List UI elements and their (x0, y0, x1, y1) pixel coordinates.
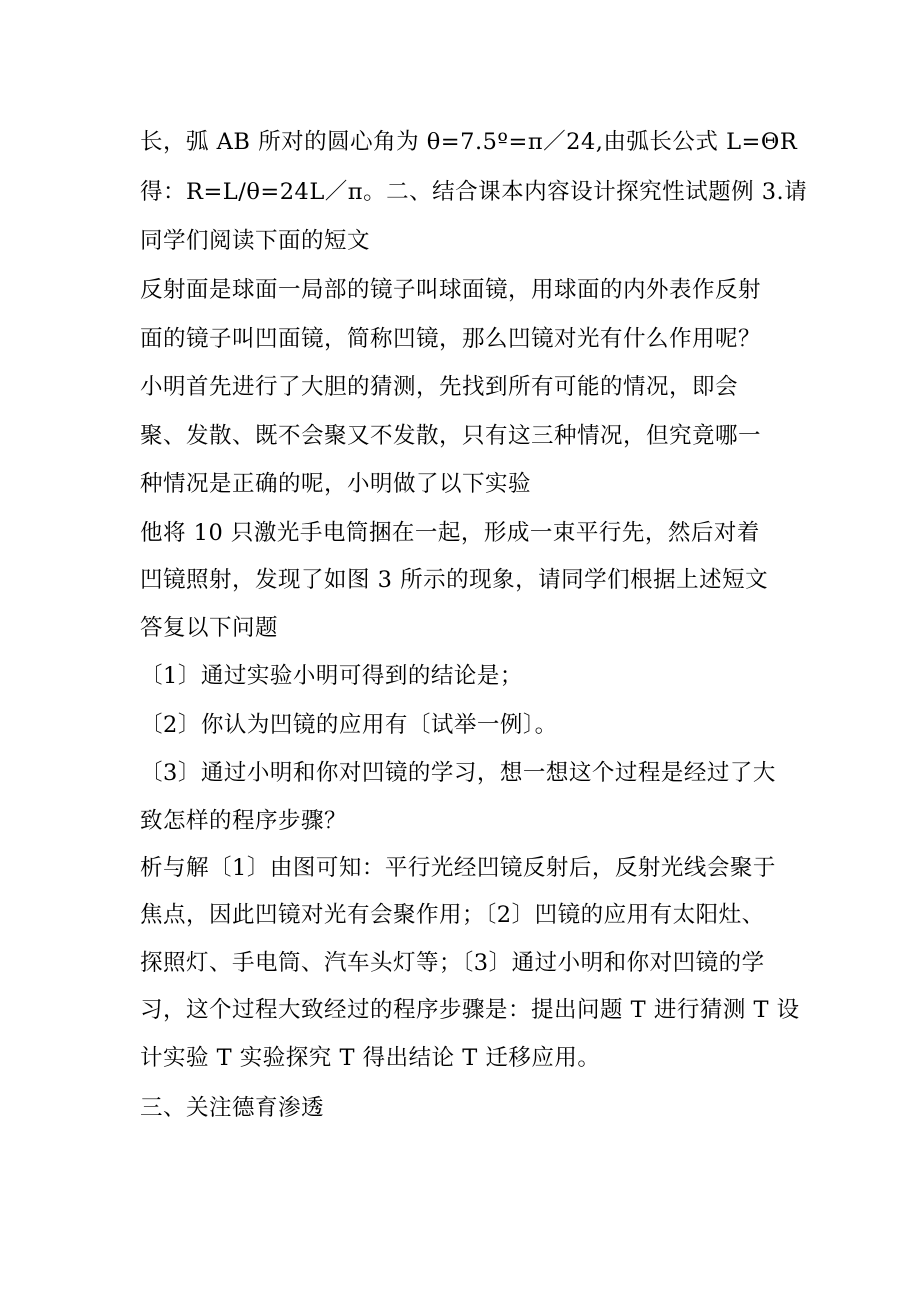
text-line: 得：R=L/θ=24L／π。二、结合课本内容设计探究性试题例 3.请 (140, 179, 808, 205)
text-line: 〔3〕通过小明和你对凹镜的学习，想一想这个过程是经过了大 (140, 760, 776, 786)
text-line: 习，这个过程大致经过的程序步骤是：提出问题 T 进行猜测 T 设 (140, 997, 800, 1023)
text-line: 反射面是球面一局部的镜子叫球面镜，用球面的内外表作反射 (140, 277, 762, 303)
text-line: 种情况是正确的呢，小明做了以下实验 (140, 471, 532, 497)
text-line: 聚、发散、既不会聚又不发散，只有这三种情况，但究竟哪一 (140, 423, 762, 449)
text-line: 致怎样的程序步骤？ (140, 808, 348, 834)
section-heading: 三、关注德育渗透 (140, 1095, 325, 1121)
text-line: 〔1〕通过实验小明可得到的结论是； (140, 663, 523, 689)
text-line: 析与解〔1〕由图可知：平行光经凹镜反射后，反射光线会聚于 (140, 855, 776, 881)
text-line: 面的镜子叫凹面镜，简称凹镜，那么凹镜对光有什么作用呢？ (140, 326, 762, 352)
text-line: 同学们阅读下面的短文 (140, 228, 371, 254)
text-line: 焦点，因此凹镜对光有会聚作用；〔2〕凹镜的应用有太阳灶、 (140, 902, 765, 928)
text-line: 计实验 T 实验探究 T 得出结论 T 迁移应用。 (140, 1045, 601, 1071)
text-line: 探照灯、手电筒、汽车头灯等；〔3〕通过小明和你对凹镜的学 (140, 950, 765, 976)
text-line: 小明首先进行了大胆的猜测，先找到所有可能的情况，即会 (140, 374, 739, 400)
text-line: 〔2〕你认为凹镜的应用有〔试举一例〕。 (140, 712, 558, 738)
text-line: 长，弧 AB 所对的圆心角为 θ=7.5º=π／24,由弧长公式 L=ΘR (140, 129, 798, 155)
text-line: 他将 10 只激光手电筒捆在一起，形成一束平行先，然后对着 (140, 520, 760, 546)
text-line: 凹镜照射，发现了如图 3 所示的现象，请同学们根据上述短文 (140, 567, 769, 593)
text-line: 答复以下问题 (140, 615, 279, 641)
